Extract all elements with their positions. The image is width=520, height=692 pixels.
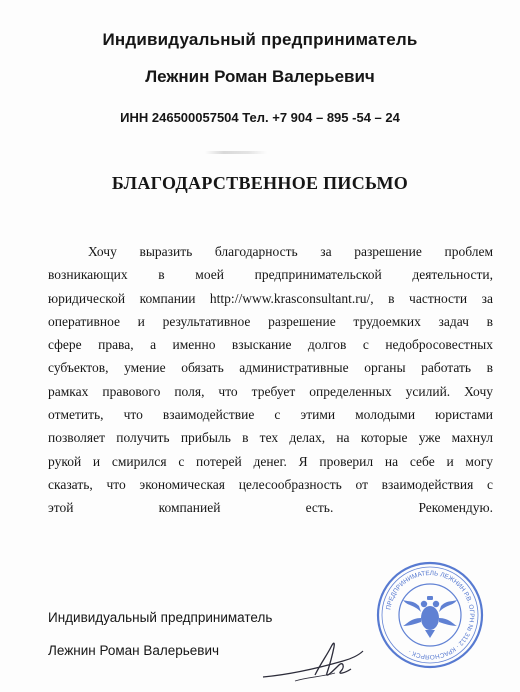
body-line: субъектов, умение обязать административные органы работать в (48, 360, 493, 376)
official-stamp (375, 560, 485, 670)
signature-name: Лежнин Роман Валерьевич (48, 643, 220, 658)
body-line: Хочу выразить благодарность за разрешение проблем (88, 244, 493, 259)
handwritten-signature (255, 625, 385, 685)
body-line: рамках правового поля, что требует определенных усилий. Хочу (48, 383, 493, 399)
header-name: Лежнин Роман Валерьевич (145, 67, 375, 86)
svg-text:ПРЕДПРИНИМАТЕЛЬ ЛЕЖНИН Р.В. ОГ: ПРЕДПРИНИМАТЕЛЬ ЛЕЖНИН Р.В. ОГРН № 3112 · КРАСНОЯРСК · (385, 569, 476, 661)
body-line: позволяет получить прибыль в тех делах, на которые уже махнул (48, 430, 493, 446)
document-title: БЛАГОДАРСТВЕННОЕ ПИСЬМО (111, 173, 409, 193)
body-line: рукой и смирился с потерей денег. Я проверил на себе и могу (48, 453, 493, 469)
signature-role: Индивидуальный предприниматель (48, 610, 273, 625)
double-headed-eagle-icon (403, 596, 457, 638)
body-line: возникающих в моей предпринимательской деятельности, (48, 267, 493, 283)
header-title: Индивидуальный предприниматель (102, 30, 418, 49)
scan-smudge (205, 151, 267, 154)
body-line: сказать, что экономическая целесообразность от взаимодействия с (48, 476, 493, 492)
letter-body (48, 240, 493, 520)
header-contacts: ИНН 246500057504 Тел. +7 904 – 895 -54 – 24 (120, 110, 400, 125)
body-line: сфере права, а именно взыскание долгов с недобросовестных (48, 337, 493, 353)
body-line-last: этой компанией есть. Рекомендую. (48, 500, 493, 516)
body-line: отметить, что взаимодействие с этими молодыми юристами (48, 407, 493, 423)
body-line: юридической компании http://www.krasconsultant.ru/, в частности за (48, 290, 493, 306)
body-line: оперативное и результативное разрешение трудоемких задач в (48, 313, 493, 329)
